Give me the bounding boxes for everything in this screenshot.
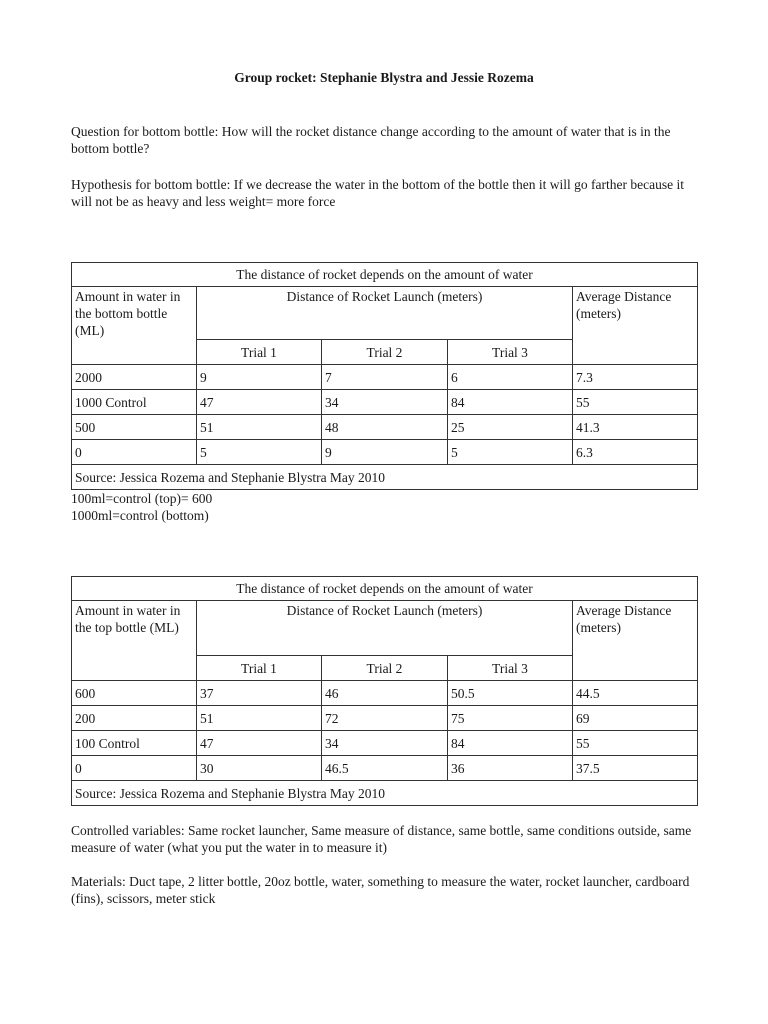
trial-header: Trial 2 (322, 340, 448, 365)
trial-header: Trial 3 (448, 340, 573, 365)
trial-cell: 46 (322, 681, 448, 706)
trial-cell: 9 (197, 365, 322, 390)
trial-header: Trial 2 (322, 656, 448, 681)
table-row (72, 390, 698, 415)
trial-cell: 47 (197, 390, 322, 415)
trial-cell: 51 (197, 706, 322, 731)
average-cell: 37.5 (573, 756, 698, 781)
table-caption: The distance of rocket depends on the amount of water (72, 263, 698, 287)
trial-cell: 7 (322, 365, 448, 390)
trial-cell: 34 (322, 390, 448, 415)
trial-cell: 9 (322, 440, 448, 465)
average-column-header: Average Distance (meters) (573, 287, 698, 365)
trial-cell: 5 (197, 440, 322, 465)
table-source: Source: Jessica Rozema and Stephanie Blystra May 2010 (72, 465, 698, 490)
materials-paragraph: Materials: Duct tape, 2 litter bottle, 20oz bottle, water, something to measure the water, rocket launcher, cardboard (fins), scissors, meter stick (71, 874, 690, 906)
trial-cell: 46.5 (322, 756, 448, 781)
trial-cell: 48 (322, 415, 448, 440)
average-cell: 55 (573, 390, 698, 415)
trial-cell: 84 (448, 390, 573, 415)
top-bottle-table (71, 576, 698, 806)
table-row (72, 681, 698, 706)
average-cell: 7.3 (573, 365, 698, 390)
controlled-variables-paragraph: Controlled variables: Same rocket launcher, Same measure of distance, same bottle, same conditions outside, same measure of water (what you put the water in to measure it) (71, 823, 692, 855)
amount-cell: 2000 (72, 365, 197, 390)
amount-cell: 500 (72, 415, 197, 440)
hypothesis-paragraph: Hypothesis for bottom bottle: If we decrease the water in the bottom of the bottle then it will go farther because it will not be as heavy and less weight= more force (71, 177, 684, 209)
trial-cell: 37 (197, 681, 322, 706)
amount-cell: 600 (72, 681, 197, 706)
amount-cell: 100 Control (72, 731, 197, 756)
table-row (72, 440, 698, 465)
table-source: Source: Jessica Rozema and Stephanie Blystra May 2010 (72, 781, 698, 806)
average-cell: 44.5 (573, 681, 698, 706)
amount-column-header: Amount in water in the bottom bottle (ML) (72, 287, 197, 365)
trial-cell: 51 (197, 415, 322, 440)
trial-cell: 34 (322, 731, 448, 756)
document-title: Group rocket: Stephanie Blystra and Jessie Rozema (234, 70, 534, 85)
average-cell: 69 (573, 706, 698, 731)
amount-cell: 200 (72, 706, 197, 731)
trial-cell: 84 (448, 731, 573, 756)
bottom-bottle-table (71, 262, 698, 490)
table-row (72, 415, 698, 440)
distance-column-header: Distance of Rocket Launch (meters) (197, 601, 573, 656)
trial-cell: 25 (448, 415, 573, 440)
distance-column-header: Distance of Rocket Launch (meters) (197, 287, 573, 340)
question-paragraph: Question for bottom bottle: How will the rocket distance change according to the amount of water that is in the bottom bottle? (71, 124, 671, 156)
control-note-top: 100ml=control (top)= 600 (71, 491, 213, 506)
trial-cell: 75 (448, 706, 573, 731)
trial-cell: 6 (448, 365, 573, 390)
trial-cell: 72 (322, 706, 448, 731)
average-cell: 55 (573, 731, 698, 756)
control-note-bottom: 1000ml=control (bottom) (71, 508, 209, 523)
table-row (72, 365, 698, 390)
table-row (72, 706, 698, 731)
amount-cell: 1000 Control (72, 390, 197, 415)
amount-cell: 0 (72, 440, 197, 465)
trial-header: Trial 1 (197, 340, 322, 365)
average-cell: 6.3 (573, 440, 698, 465)
table-caption: The distance of rocket depends on the amount of water (72, 577, 698, 601)
trial-cell: 5 (448, 440, 573, 465)
trial-cell: 47 (197, 731, 322, 756)
table-row (72, 731, 698, 756)
amount-column-header: Amount in water in the top bottle (ML) (72, 601, 197, 681)
trial-header: Trial 3 (448, 656, 573, 681)
trial-cell: 36 (448, 756, 573, 781)
table-row (72, 756, 698, 781)
average-column-header: Average Distance (meters) (573, 601, 698, 681)
average-cell: 41.3 (573, 415, 698, 440)
amount-cell: 0 (72, 756, 197, 781)
trial-cell: 30 (197, 756, 322, 781)
trial-header: Trial 1 (197, 656, 322, 681)
trial-cell: 50.5 (448, 681, 573, 706)
